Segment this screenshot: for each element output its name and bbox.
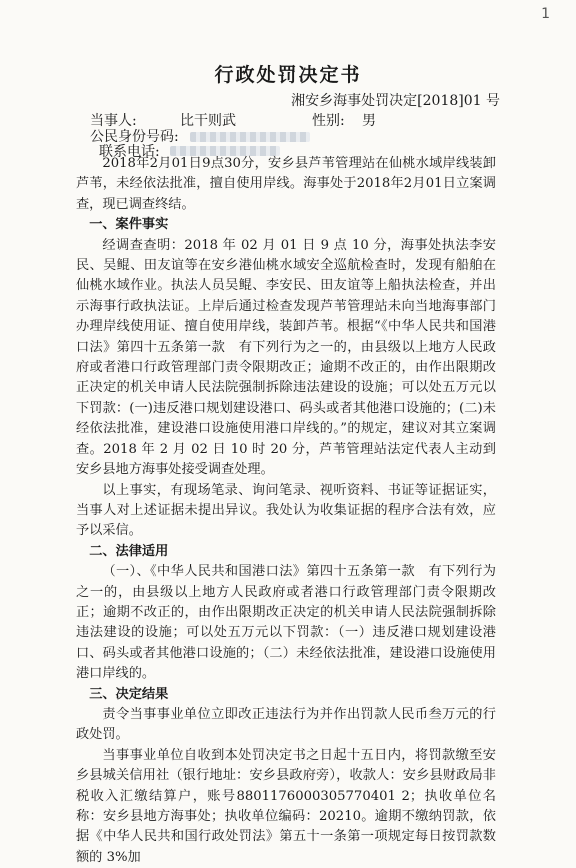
page-number-mark: 1: [541, 6, 550, 22]
law-heading: 二、法律适用: [89, 543, 169, 559]
decision-paragraph-2: 当事事业单位自收到本处罚决定书之日起十五日内，将罚款缴至安乡县城关信用社（银行地址：安乡县政府旁），收款人：安乡县财政局非税收入汇缴结算户，账号8801176000305770401 2；执收单位名称：安乡县地方海事处；执收单位编码：20210。逾期不缴纳罚款，依据《中华人民共和国行政处罚法》第五十一条第一项规定每日按罚款数额的 3%加: [76, 747, 496, 865]
party-gender-label: 性别:: [312, 113, 345, 129]
party-id-label: 公民身份号码:: [90, 129, 179, 145]
facts-paragraph-2: 以上事实，有现场笔录、询问笔录、视听资料、书证等证据证实，当事人对上述证据未提出异议。我处认为收集证据的程序合法有效，应予以采信。: [76, 482, 496, 539]
facts-paragraph-1: 经调查查明：2018 年 02 月 01 日 9 点 10 分，海事处执法李安民、吴鲲、田友谊等在安乡港仙桃水域安全巡航检查时，发现有船舶在仙桃水域作业。执法人员吴鲲、李安民、田友谊等上船执法检查，并出示海事行政执法证。上岸后通过检查发现芦苇管理站未向当地海事部门办理岸线使用证、擅自使用岸线，装卸芦苇。根据“《中华人民共和国港口法》第四十五条第一款 有下列行为之一的，由县级以上地方人民政府或者港口行政管理部门责令限期改正；逾期不改正的，由作出限期改正决定的机关申请人民法院强制拆除违法建设的设施；可以处五万元以下罚款：(一)违反港口规划建设港口、码头或者其他港口设施的；(二)未经依法批准，建设港口设施使用港口岸线的。”的规定，建议对其立案调查。2018 年 2 月 02 日 10 时 20 分，芦苇管理站法定代表人主动到安乡县地方海事处接受调查处理。: [76, 237, 496, 478]
redacted-id-number: [190, 132, 310, 142]
decision-paragraph-1: 责令当事事业单位立即改正违法行为并作出罚款人民币叁万元的行政处罚。: [76, 706, 496, 743]
law-paragraph-1: （一）、《中华人民共和国港口法》第四十五条第一款 有下列行为之一的，由县级以上地方人民政府或者港口行政管理部门责令限期改正；逾期不改正的，由作出限期改正决定的机关申请人民法院强制拆除违法建设的设施；可以处五万元以下罚款：（一）违反港口规划建设港口、码头或者其他港口设施的；（二）未经依法批准，建设港口设施使用港口岸线的。: [76, 564, 496, 682]
party-phone-label: 联系电话:: [99, 144, 160, 160]
facts-heading: 一、案件事实: [89, 217, 169, 233]
document-number: 湘安乡海事处罚决定[2018]01 号: [291, 93, 500, 109]
intro-paragraph: 2018年2月01日9点30分，安乡县芦苇管理站在仙桃水域岸线装卸芦苇，未经依法批准，擅自使用岸线。海事处于2018年2月01日立案调查，现已调查终结。: [76, 156, 496, 212]
document-title: 行政处罚决定书: [214, 64, 362, 86]
party-name-label: 当事人:: [90, 113, 137, 129]
decision-heading: 三、决定结果: [89, 686, 169, 702]
party-gender-value: 男: [362, 113, 376, 129]
party-name-value: 比干则武: [180, 113, 236, 129]
document-body: [76, 154, 496, 868]
